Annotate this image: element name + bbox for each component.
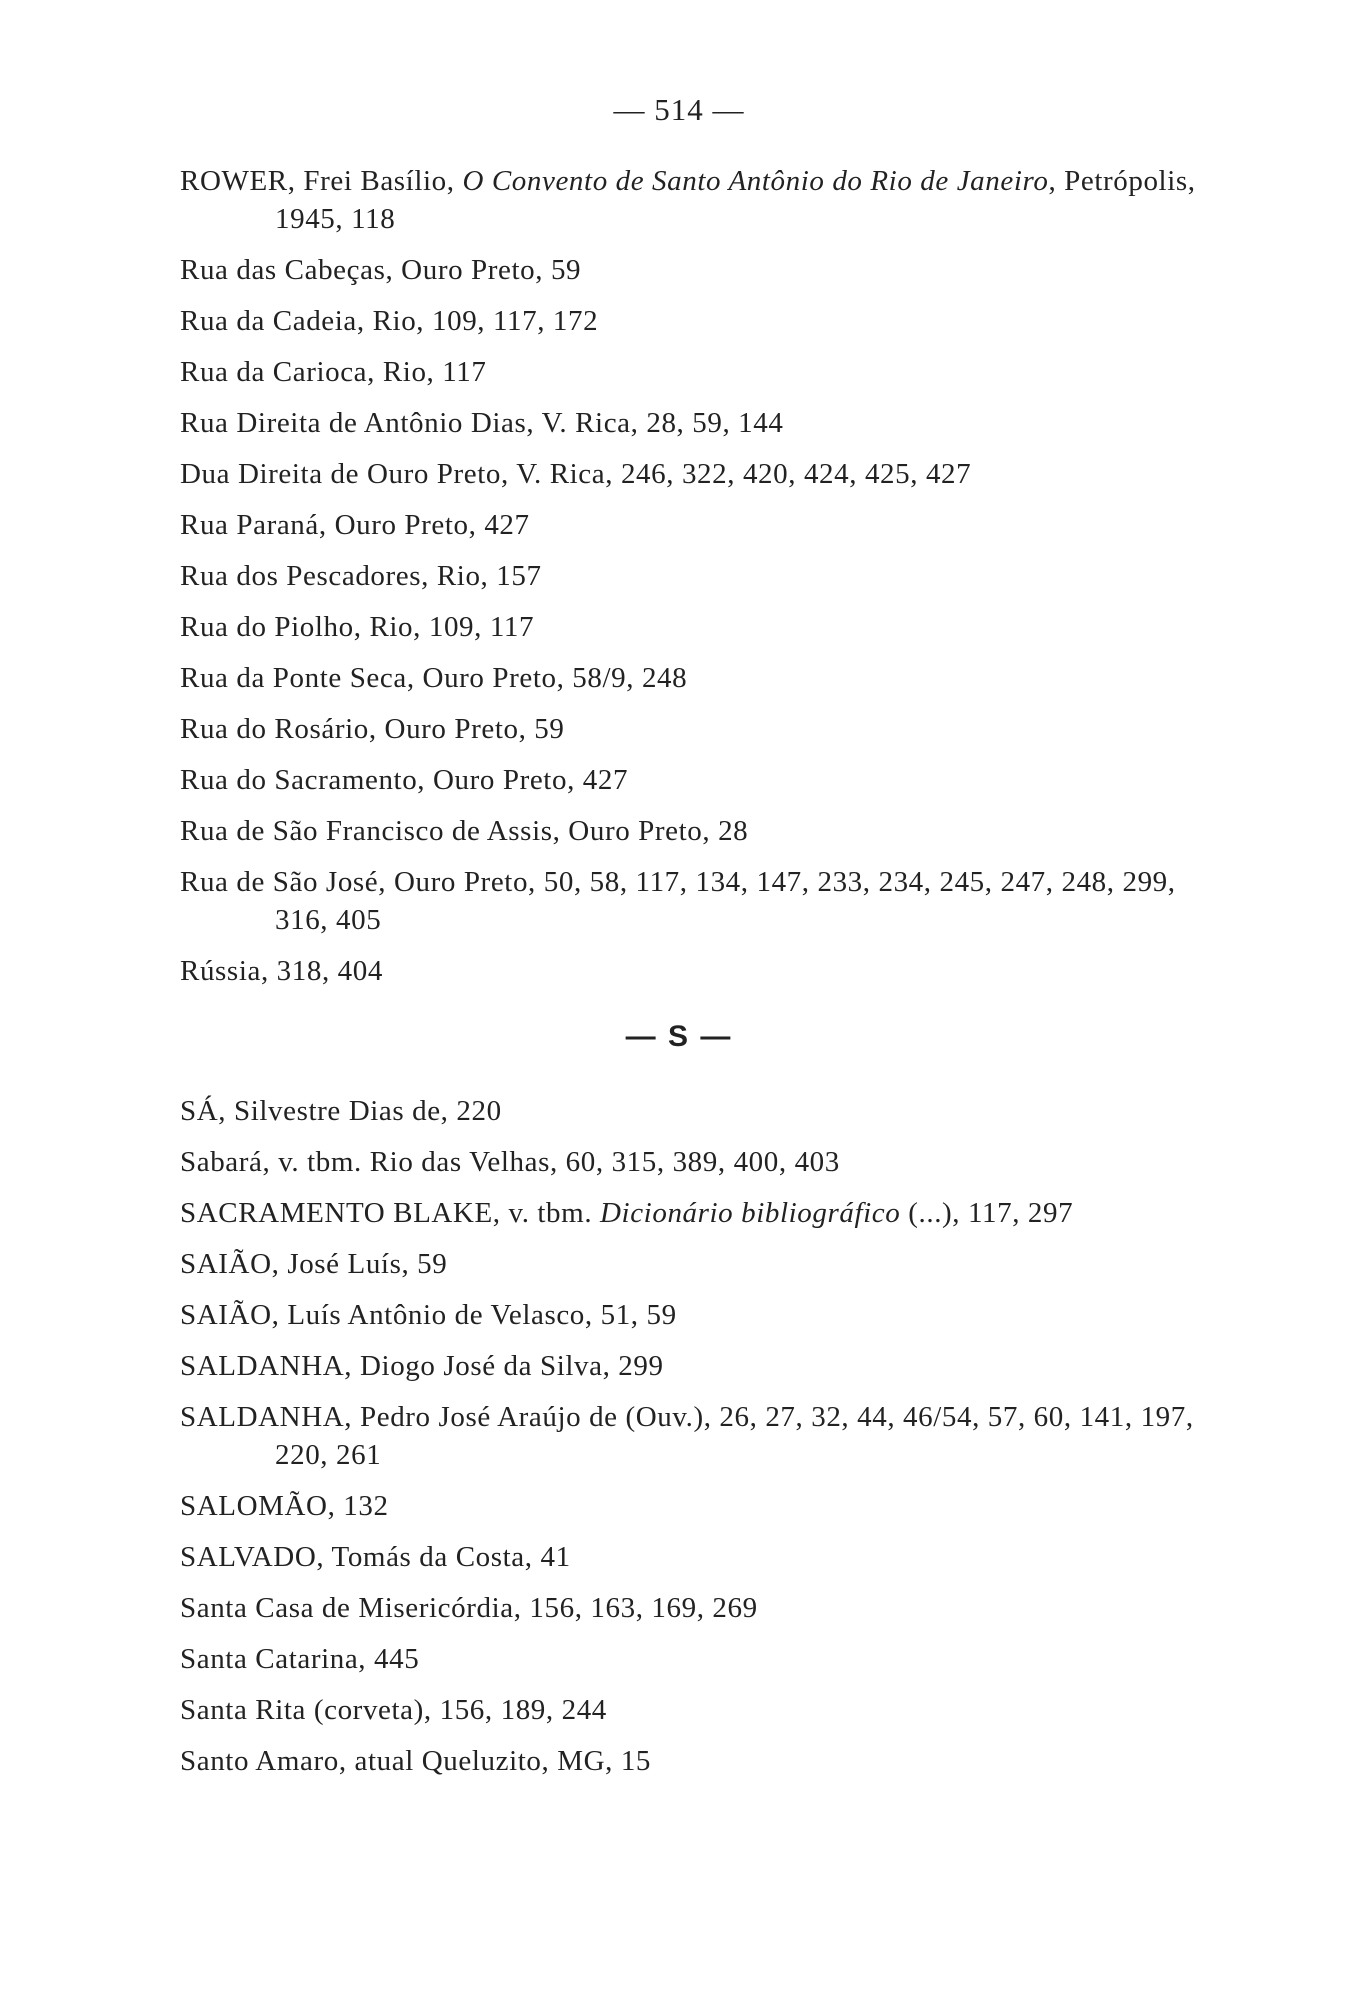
entry-text: Rua Paraná, Ouro Preto, 427: [180, 509, 530, 541]
entry-text-continued: , Petrópolis, 1945, 118: [275, 165, 1196, 235]
entry-text: Rússia, 318, 404: [180, 955, 383, 987]
index-entry: [180, 1092, 1210, 1130]
index-entry: [180, 1194, 1210, 1232]
entry-text: SALVADO, Tomás da Costa, 41: [180, 1541, 571, 1573]
entry-text: SACRAMENTO BLAKE, v. tbm.: [180, 1197, 601, 1229]
entry-text: ROWER, Frei Basílio,: [180, 165, 463, 197]
index-entry: [180, 1640, 1210, 1678]
entry-text: Rua do Rosário, Ouro Preto, 59: [180, 713, 565, 745]
index-entry: [180, 1143, 1210, 1181]
entry-text: Rua das Cabeças, Ouro Preto, 59: [180, 254, 582, 286]
entry-text: SALOMÃO, 132: [180, 1490, 389, 1522]
index-entry: [180, 1589, 1210, 1627]
index-entry: [180, 1538, 1210, 1576]
section-letter-heading: — S —: [625, 1020, 733, 1053]
entry-text: Dua Direita de Ouro Preto, V. Rica, 246, 322, 420, 424, 425, 427: [180, 458, 972, 490]
index-entry: [180, 761, 1210, 799]
index-entry: [180, 863, 1210, 939]
index-entry: [180, 1296, 1210, 1334]
index-entry: [180, 506, 1210, 544]
entry-text: Santa Rita (corveta), 156, 189, 244: [180, 1694, 607, 1726]
index-section-s: [180, 1092, 1210, 1793]
entry-text: Rua Direita de Antônio Dias, V. Rica, 28, 59, 144: [180, 407, 784, 439]
index-entry: [180, 404, 1210, 442]
index-entry: [180, 1742, 1210, 1780]
index-entry: [180, 302, 1210, 340]
entry-text: Santa Catarina, 445: [180, 1643, 420, 1675]
entry-text: Rua de São José, Ouro Preto, 50, 58, 117, 134, 147, 233, 234, 245, 247, 248, 299, 316, 405: [180, 866, 1176, 936]
entry-text: SALDANHA, Pedro José Araújo de (Ouv.), 26, 27, 32, 44, 46/54, 57, 60, 141, 197, 220, 261: [180, 1401, 1194, 1471]
entry-text: Sabará, v. tbm. Rio das Velhas, 60, 315, 389, 400, 403: [180, 1146, 840, 1178]
index-entry: [180, 710, 1210, 748]
entry-text: Rua da Ponte Seca, Ouro Preto, 58/9, 248: [180, 662, 688, 694]
index-entry: [180, 251, 1210, 289]
index-entry: [180, 557, 1210, 595]
entry-text: Rua de São Francisco de Assis, Ouro Preto, 28: [180, 815, 749, 847]
index-entry: [180, 659, 1210, 697]
index-entry: [180, 608, 1210, 646]
index-entry: [180, 455, 1210, 493]
entry-text: Rua do Sacramento, Ouro Preto, 427: [180, 764, 629, 796]
entry-text: Santa Casa de Misericórdia, 156, 163, 169, 269: [180, 1592, 758, 1624]
index-entry: [180, 1398, 1210, 1474]
index-entry: [180, 812, 1210, 850]
entry-text: SAIÃO, Luís Antônio de Velasco, 51, 59: [180, 1299, 677, 1331]
entry-text: SAIÃO, José Luís, 59: [180, 1248, 448, 1280]
entry-text: Rua do Piolho, Rio, 109, 117: [180, 611, 535, 643]
entry-text-continued: (...), 117, 297: [900, 1197, 1074, 1229]
index-entry: [180, 1347, 1210, 1385]
index-section-r: [180, 162, 1210, 1003]
index-entry: [180, 1691, 1210, 1729]
index-entry: [180, 1245, 1210, 1283]
entry-text: Rua da Cadeia, Rio, 109, 117, 172: [180, 305, 599, 337]
index-entry: [180, 1487, 1210, 1525]
page-number: — 514 —: [613, 92, 745, 127]
entry-text: Santo Amaro, atual Queluzito, MG, 15: [180, 1745, 652, 1777]
entry-work-title: O Convento de Santo Antônio do Rio de Janeiro: [462, 165, 1049, 197]
entry-text: Rua dos Pescadores, Rio, 157: [180, 560, 542, 592]
index-entry: [180, 162, 1210, 238]
entry-text: Rua da Carioca, Rio, 117: [180, 356, 487, 388]
entry-text: SALDANHA, Diogo José da Silva, 299: [180, 1350, 664, 1382]
entry-text: SÁ, Silvestre Dias de, 220: [180, 1095, 502, 1127]
entry-work-title: Dicionário bibliográfico: [600, 1197, 901, 1229]
index-entry: [180, 353, 1210, 391]
index-entry: [180, 952, 1210, 990]
